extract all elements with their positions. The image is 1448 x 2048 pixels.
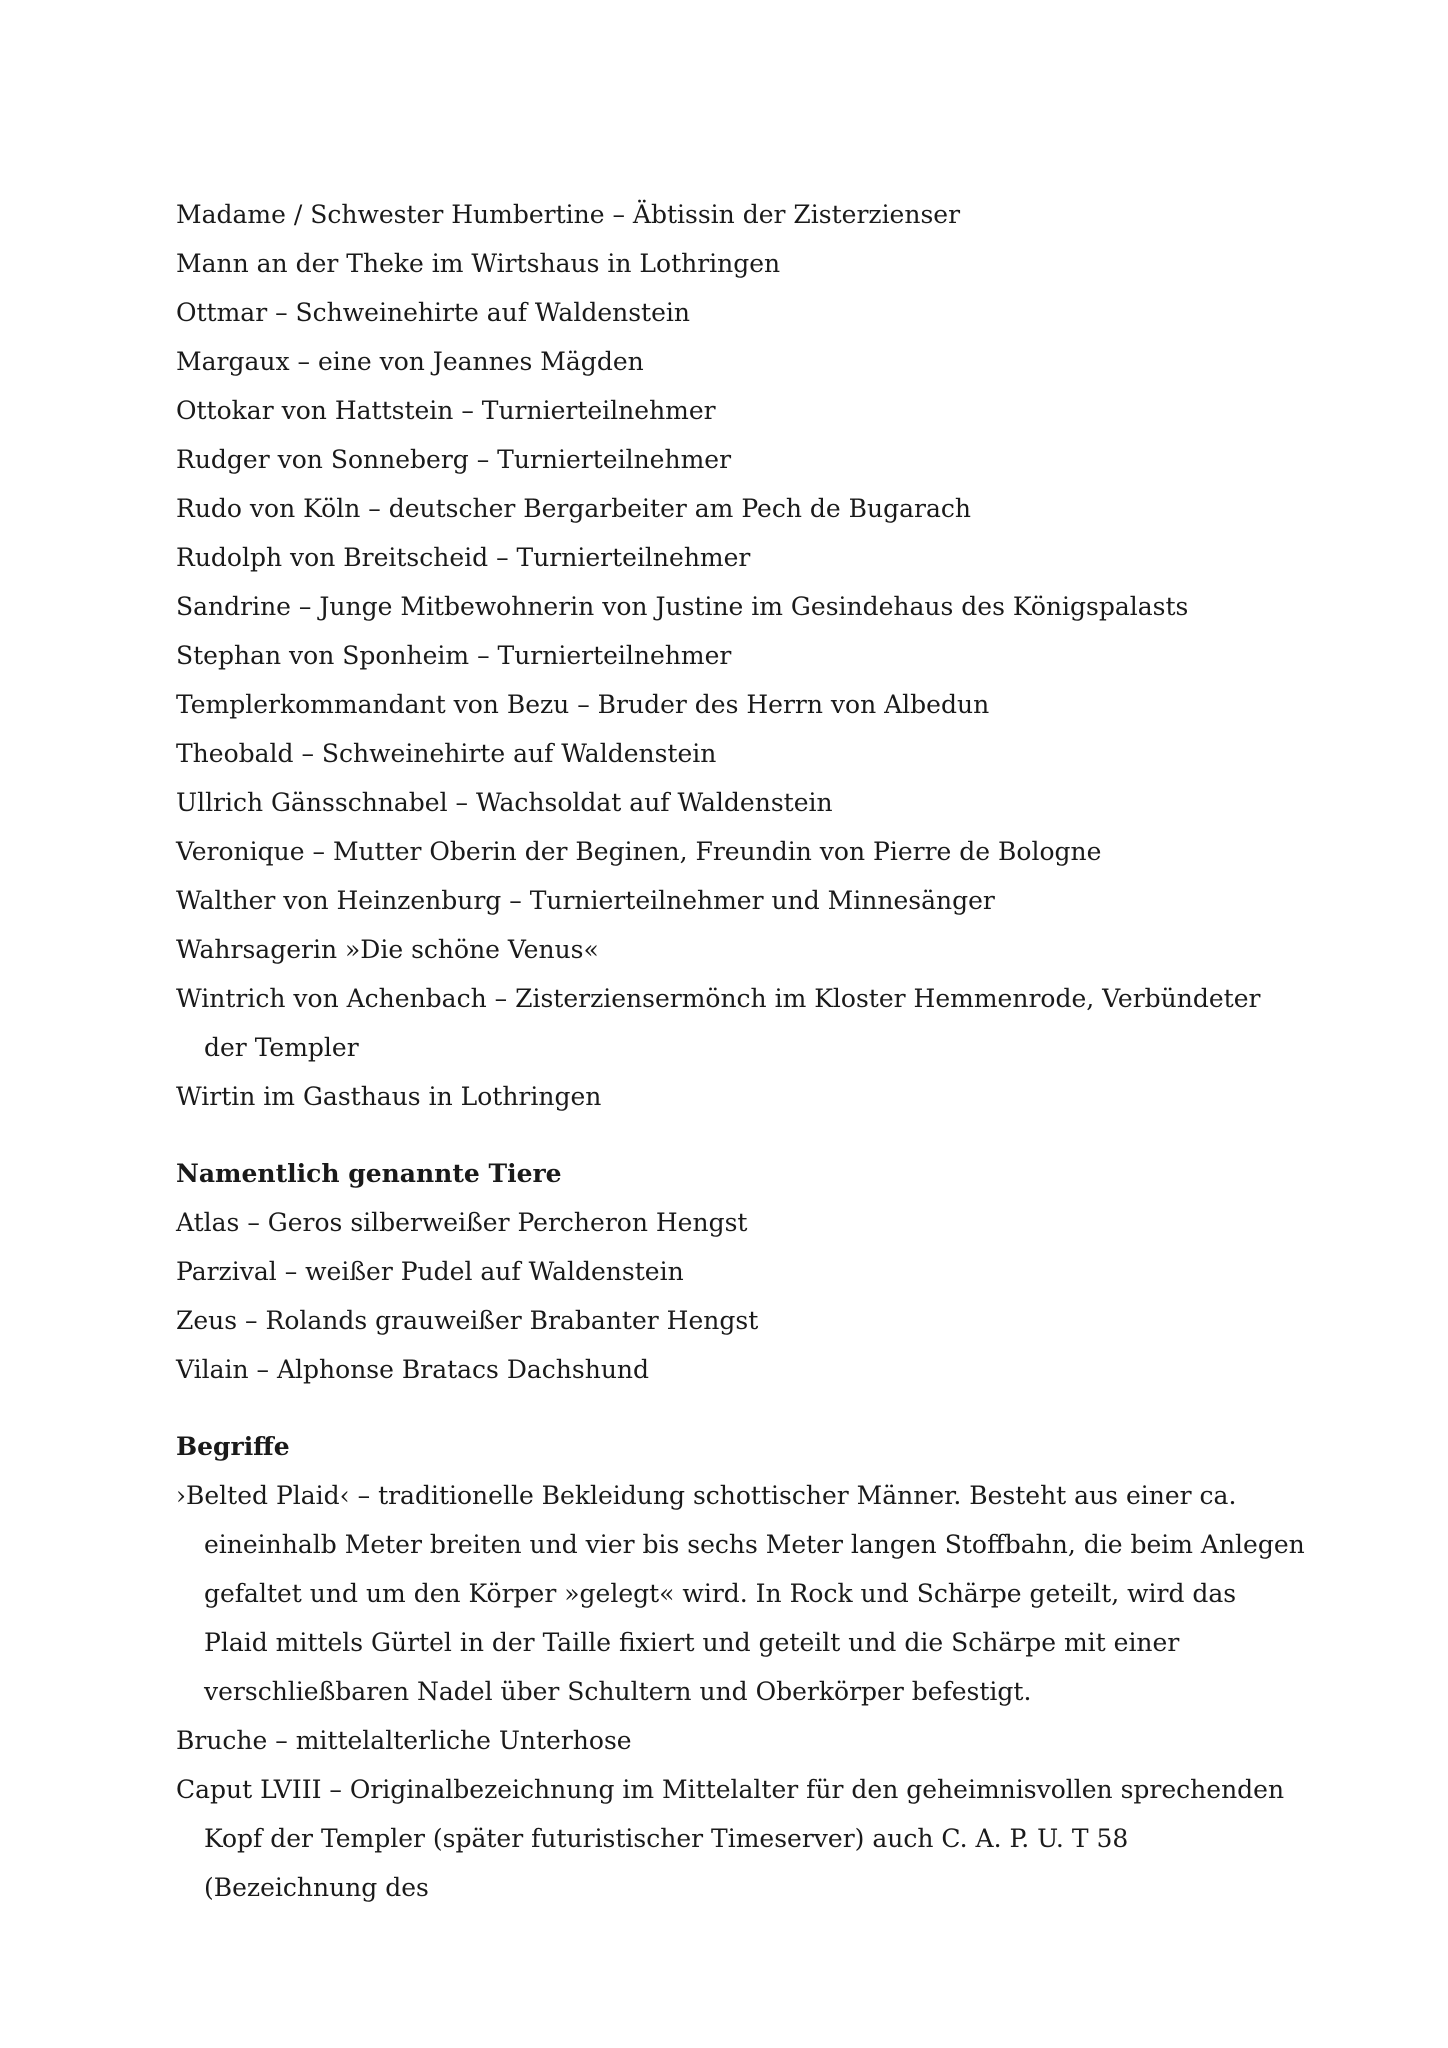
list-item: Zeus – Rolands grauweißer Brabanter Hengst (176, 1306, 759, 1335)
list-item: Mann an der Theke im Wirtshaus in Lothringen (176, 249, 781, 278)
list-item: Madame / Schwester Humbertine – Äbtissin der Zisterzienser (176, 200, 961, 229)
list-item: Wahrsagerin »Die schöne Venus« (176, 935, 599, 964)
list-item: Stephan von Sponheim – Turnierteilnehmer (176, 641, 732, 670)
list-item: Atlas – Geros silberweißer Percheron Hengst (176, 1208, 748, 1237)
list-item: Wirtin im Gasthaus in Lothringen (176, 1082, 602, 1111)
list-item: Rudo von Köln – deutscher Bergarbeiter am Pech de Bugarach (176, 494, 971, 523)
list-item: Templerkommandant von Bezu – Bruder des Herrn von Albedun (176, 690, 990, 719)
section-heading-animals: Namentlich genannte Tiere (176, 1159, 562, 1188)
list-item: Ottmar – Schweinehirte auf Waldenstein (176, 298, 690, 327)
list-item: Bruche – mittelalterliche Unterhose (176, 1726, 632, 1755)
list-item: ›Belted Plaid‹ – traditionelle Bekleidung schottischer Männer. Besteht aus einer ca. eineinhalb Meter breiten und vier bis sechs Meter langen Stoffbahn, die beim Anlegen gefaltet und um den Körper »gelegt« wird. In Rock und Schärpe geteilt, wird das Plaid mittels Gürtel in der Taille fixiert und geteilt und die Schärpe mit einer verschließbaren Nadel über Schultern und Oberkörper befestigt. (176, 1481, 1305, 1706)
list-item: Vilain – Alphonse Bratacs Dachshund (176, 1355, 650, 1384)
list-item: Walther von Heinzenburg – Turnierteilnehmer und Minnesänger (176, 886, 995, 915)
list-item: Theobald – Schweinehirte auf Waldenstein (176, 739, 717, 768)
list-item: Sandrine – Junge Mitbewohnerin von Justine im Gesindehaus des Königspalasts (176, 592, 1189, 621)
list-item: Veronique – Mutter Oberin der Beginen, Freundin von Pierre de Bologne (176, 837, 1102, 866)
list-item: Ullrich Gänsschnabel – Wachsoldat auf Waldenstein (176, 788, 833, 817)
list-item: Ottokar von Hattstein – Turnierteilnehmer (176, 396, 716, 425)
character-list (176, 190, 1306, 1121)
section-heading-terms: Begriffe (176, 1432, 290, 1461)
list-item: Margaux – eine von Jeannes Mägden (176, 347, 644, 376)
list-item: Parzival – weißer Pudel auf Waldenstein (176, 1257, 684, 1286)
list-item: Rudger von Sonneberg – Turnierteilnehmer (176, 445, 732, 474)
terms-section (176, 1422, 1306, 1912)
animals-section (176, 1149, 1306, 1394)
document-page (176, 190, 1306, 1912)
list-item: Wintrich von Achenbach – Zisterziensermönch im Kloster Hemmenrode, Verbündeter der Templer (176, 984, 1261, 1062)
list-item: Rudolph von Breitscheid – Turnierteilnehmer (176, 543, 751, 572)
list-item: Caput LVIII – Originalbezeichnung im Mittelalter für den geheimnisvollen sprechenden Kopf der Templer (später futuristischer Timeserver) auch C. A. P. U. T 58 (Bezeichnung des (176, 1775, 1285, 1902)
